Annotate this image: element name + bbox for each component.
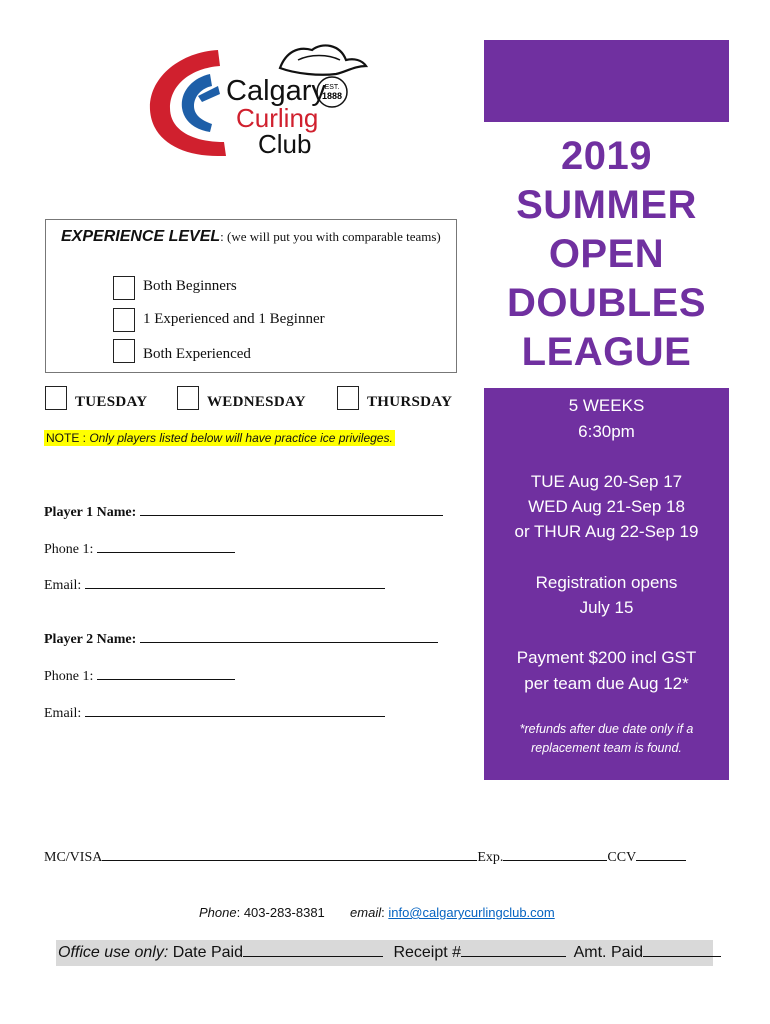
player1-phone-input[interactable] [97,540,235,553]
registration-date: July 15 [579,598,634,617]
title-open: OPEN [548,232,665,276]
player2-phone-label: Phone 1: [44,669,94,684]
card-ccv-input[interactable] [636,848,686,861]
amt-paid-input[interactable] [643,942,721,957]
card-exp-input[interactable] [503,848,607,861]
thursday-checkbox[interactable] [337,386,359,410]
refund-note-line2: replacement team is found. [531,741,682,755]
time-text: 6:30pm [578,422,635,441]
card-label: MC/VISA [44,850,103,865]
calgary-curling-club-logo [140,38,370,168]
phone-number: : 403-283-8381 [236,905,325,920]
league-title [484,132,729,377]
office-use-label: Office use only: [58,944,169,961]
registration-text: Registration opens [535,573,678,592]
note-text: Only players listed below will have practice ice privileges. [89,431,393,445]
tuesday-dates: TUE Aug 20-Sep 17 [530,472,683,491]
both-beginners-checkbox[interactable] [113,276,135,300]
wednesday-dates: WED Aug 21-Sep 18 [528,497,685,516]
wednesday-label: WEDNESDAY [207,394,306,410]
player2-phone-input[interactable] [97,667,235,680]
experience-level-label: EXPERIENCE LEVEL [61,228,221,245]
receipt-label: Receipt # [389,944,462,961]
tuesday-checkbox[interactable] [45,386,67,410]
both-beginners-label: Both Beginners [143,278,237,294]
receipt-input[interactable] [461,942,566,957]
refund-note-line1: *refunds after due date only if a [519,722,694,736]
mixed-experience-checkbox[interactable] [113,308,135,332]
title-doubles: DOUBLES [506,281,707,325]
practice-ice-note [44,430,395,446]
email-colon: : [381,905,389,920]
player1-phone-field [44,540,235,558]
experience-level-hint: : (we will put you with comparable teams) [220,229,441,244]
title-league: LEAGUE [521,330,692,374]
purple-header-block [484,40,729,122]
player1-email-field [44,576,385,594]
date-paid-label: Date Paid [168,944,243,961]
email-link[interactable]: info@calgarycurlingclub.com [388,905,555,920]
weeks-text: 5 WEEKS [568,396,645,415]
player2-name-label: Player 2 Name: [44,632,137,647]
player2-name-input[interactable] [140,630,438,643]
seal-est-text: EST. [324,84,340,91]
exp-label: Exp. [477,850,504,865]
card-number-input[interactable] [102,848,477,861]
title-year: 2019 [561,134,652,178]
player2-email-input[interactable] [85,704,385,717]
player2-email-field [44,704,385,722]
logo-blue-swoosh [182,74,212,132]
payment-due-text: per team due Aug 12* [524,674,689,693]
player2-phone-field [44,667,235,685]
player1-email-label: Email: [44,578,82,593]
player1-name-input[interactable] [140,503,443,516]
thursday-dates: or THUR Aug 22-Sep 19 [514,522,699,541]
office-use-bar [56,940,713,966]
player1-name-field [44,503,443,521]
player2-name-field [44,630,438,648]
payment-card-line [44,848,686,866]
player2-email-label: Email: [44,706,82,721]
logo-word-curling: Curling [236,103,319,133]
player1-name-label: Player 1 Name: [44,505,137,520]
email-label: email [350,905,382,920]
mixed-experience-label: 1 Experienced and 1 Beginner [143,311,325,327]
note-lead: NOTE : [46,431,90,445]
player1-phone-label: Phone 1: [44,542,94,557]
both-experienced-checkbox[interactable] [113,339,135,363]
logo-word-calgary: Calgary [226,75,326,107]
both-experienced-label: Both Experienced [143,346,251,362]
experience-level-heading [61,228,441,246]
date-paid-input[interactable] [243,942,383,957]
logo-word-club: Club [258,129,312,159]
wednesday-checkbox[interactable] [177,386,199,410]
ccv-label: CCV [607,850,637,865]
seal-year-text: 1888 [321,91,343,101]
tuesday-label: TUESDAY [75,394,148,410]
payment-text: Payment $200 incl GST [516,648,697,667]
cowboy-hat-icon [280,45,366,74]
experience-level-box [45,219,457,373]
contact-line [199,905,555,920]
phone-label: Phone [199,905,237,920]
title-summer: SUMMER [516,183,697,227]
thursday-label: THURSDAY [367,394,453,410]
amt-paid-label: Amt. Paid [570,944,643,961]
player1-email-input[interactable] [85,576,385,589]
league-info-panel [484,388,729,780]
